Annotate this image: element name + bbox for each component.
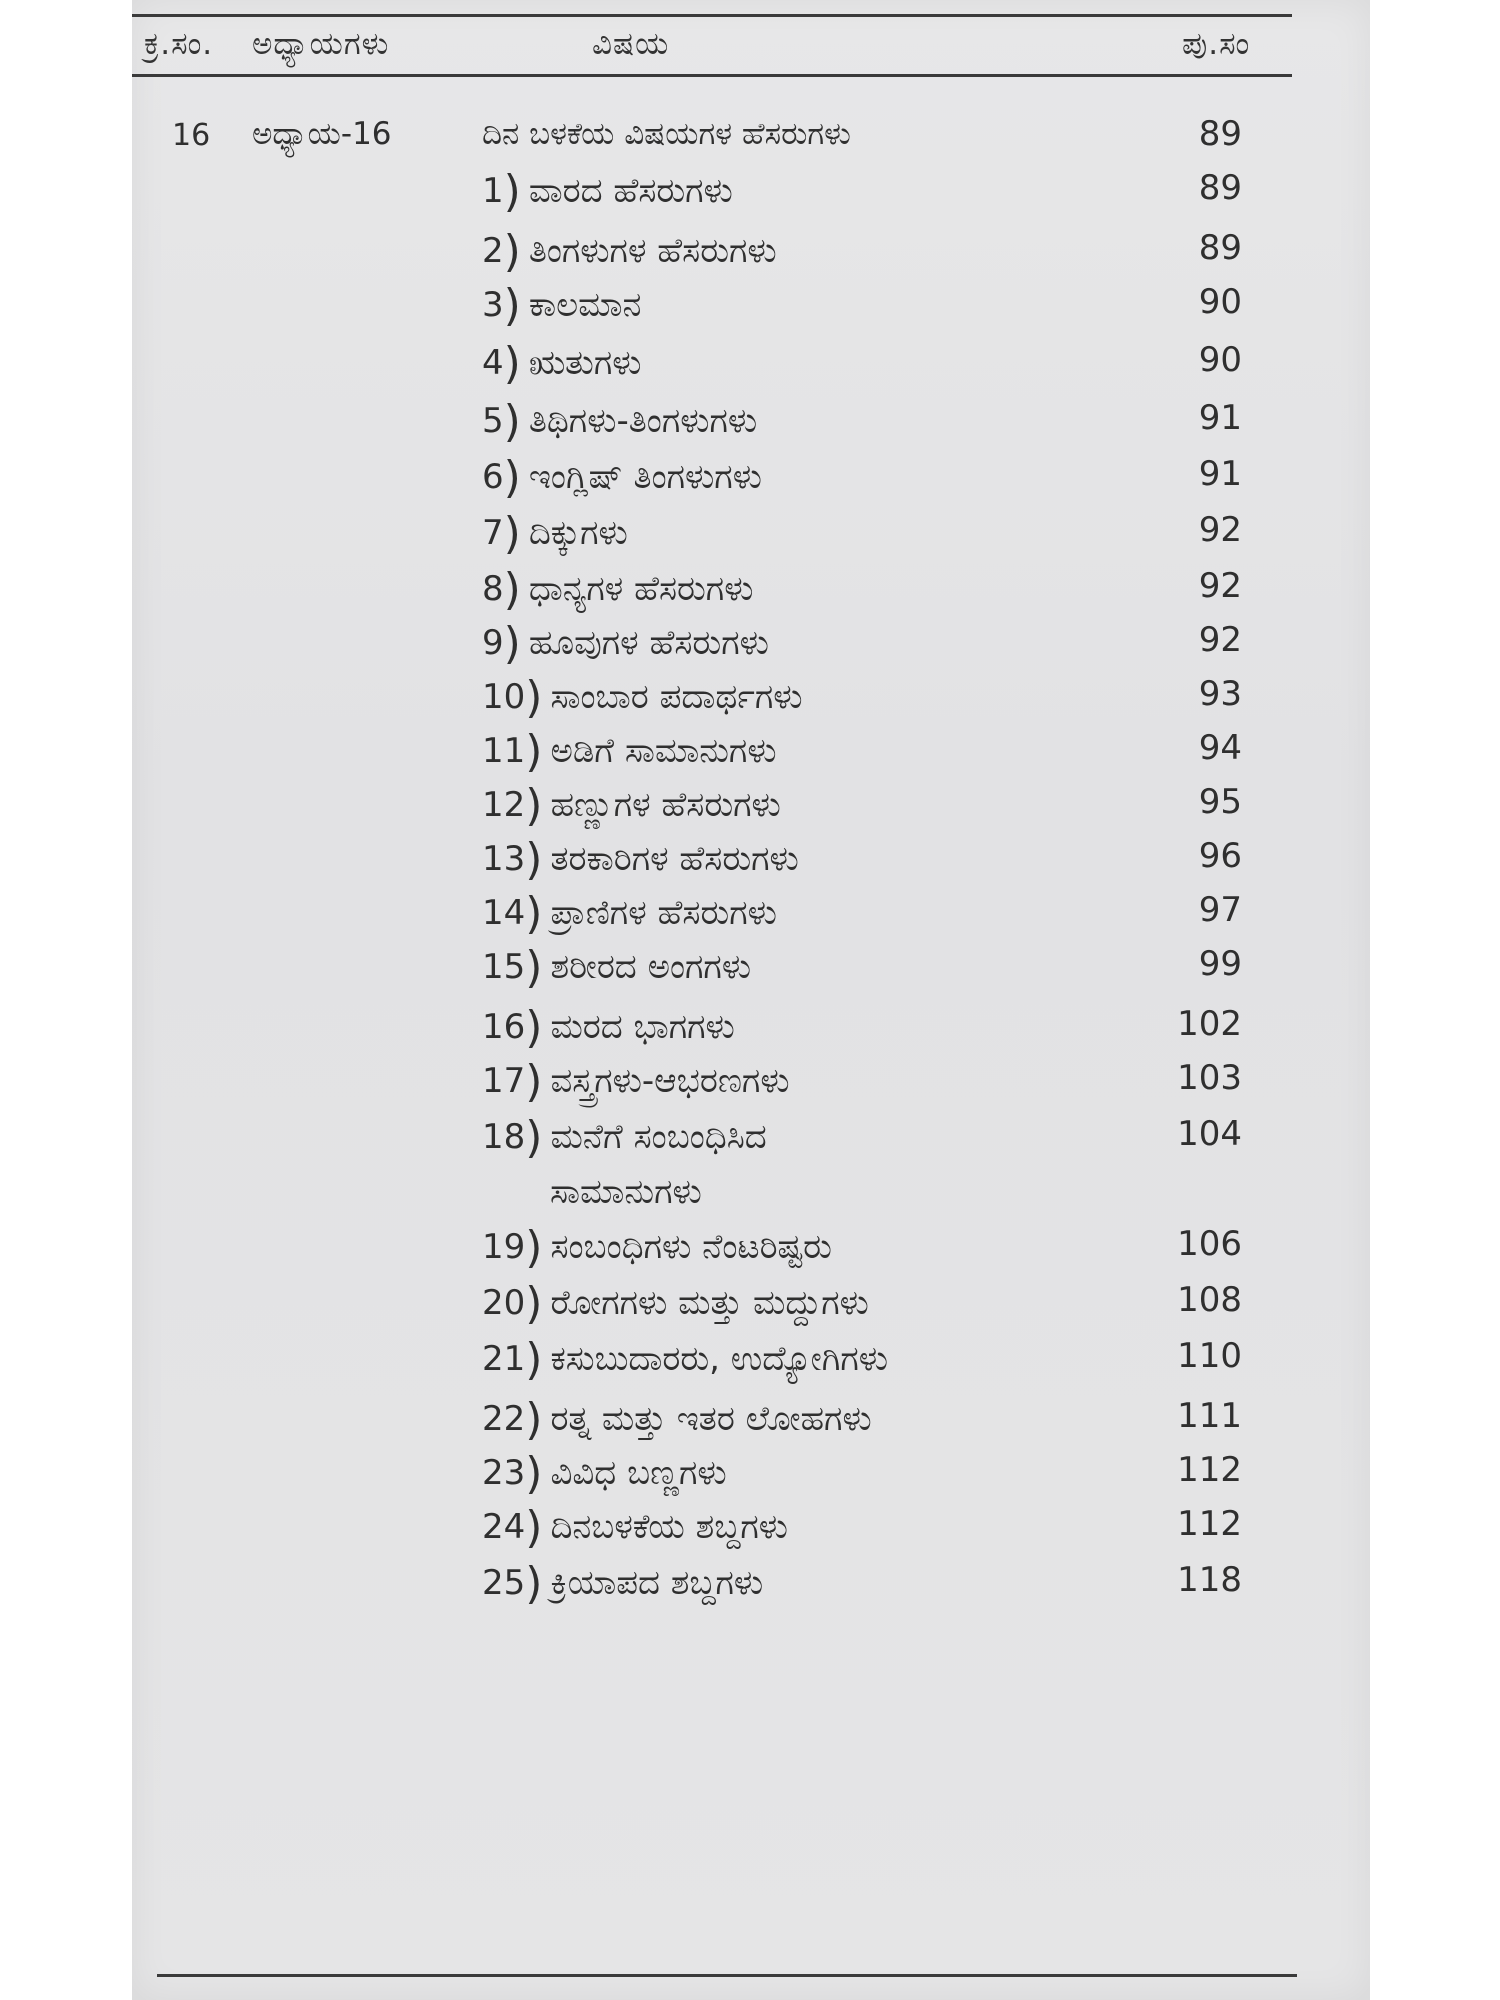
footer-rule [157,1974,1297,1977]
toc-item [482,834,799,885]
toc-item-page: 91 [1198,398,1242,438]
toc-item-number: 14 [482,893,526,933]
close-paren-glyph: ) [525,1278,543,1329]
close-paren-glyph: ) [525,1222,543,1273]
close-paren-glyph: ) [525,1448,543,1499]
toc-item-page: 110 [1177,1336,1242,1376]
close-paren-glyph: ) [525,726,543,777]
toc-item [482,672,803,723]
toc-item-number: 1 [482,171,504,211]
header-chapters: ಅಧ್ಯಾಯಗಳು [252,26,390,62]
toc-item-number: 21 [482,1339,526,1379]
toc-item-number: 19 [482,1227,526,1267]
close-paren-glyph: ) [503,396,521,447]
toc-item-label: ಸಾಂಬಾರ ಪದಾರ್ಥಗಳು [550,677,803,717]
toc-item-page: 118 [1177,1560,1242,1600]
toc-item-label: ಹಣ್ಣುಗಳ ಹೆಸರುಗಳು [550,785,781,825]
header-serial: ಕ್ರ.ಸಂ. [144,26,214,62]
toc-item-number: 16 [482,1007,526,1047]
toc-item [482,1222,832,1273]
toc-item-number: 24 [482,1507,526,1547]
toc-item-page: 108 [1177,1280,1242,1320]
toc-item-page: 111 [1177,1396,1242,1436]
toc-item-number: 17 [482,1061,526,1101]
toc-item [482,726,777,777]
header-page: ಪು.ಸಂ [1182,26,1251,62]
toc-item [482,1334,889,1385]
toc-item-number: 6 [482,457,504,497]
toc-item-label: ದಿಕ್ಕುಗಳು [528,513,628,553]
toc-item-label: ಋತುಗಳು [528,343,642,383]
toc-item-page: 112 [1177,1504,1242,1544]
close-paren-glyph: ) [525,942,543,993]
close-paren-glyph: ) [525,1394,543,1445]
toc-item-label: ತಿಥಿಗಳು-ತಿಂಗಳುಗಳು [528,401,758,441]
toc-item-label: ಮರದ ಭಾಗಗಳು [550,1007,735,1047]
chapter-name: ಅಧ್ಯಾಯ-16 [252,116,392,152]
toc-item-label: ವಸ್ತ್ರಗಳು-ಆಭರಣಗಳು [550,1061,790,1101]
toc-item-page: 93 [1198,674,1242,714]
toc-item [482,1056,790,1107]
toc-item-page: 112 [1177,1450,1242,1490]
toc-item-label: ಕಸುಬುದಾರರು, ಉದ್ಯೋಗಿಗಳು [550,1339,889,1379]
toc-item-page: 94 [1198,728,1242,768]
toc-item [482,508,628,559]
toc-item-number: 18 [482,1117,526,1157]
book-page [132,0,1370,2000]
toc-item-number: 10 [482,677,526,717]
close-paren-glyph: ) [525,1002,543,1053]
toc-item-label: ಕಾಲಮಾನ [528,285,642,325]
close-paren-glyph: ) [525,672,543,723]
chapter-page: 89 [1198,114,1242,154]
toc-item-label: ಮನೆಗೆ ಸಂಬಂಧಿಸಿದ [550,1117,767,1157]
close-paren-glyph: ) [525,1334,543,1385]
toc-item-page: 99 [1198,944,1242,984]
toc-item-label: ಕ್ರಿಯಾಪದ ಶಬ್ದಗಳು [550,1563,764,1603]
toc-item [482,338,642,389]
toc-item [482,888,777,939]
toc-item-number: 12 [482,785,526,825]
toc-item-page: 96 [1198,836,1242,876]
toc-item-number: 4 [482,343,504,383]
toc-item [482,1394,872,1445]
toc-item-page: 90 [1198,282,1242,322]
toc-item [482,564,754,615]
close-paren-glyph: ) [525,834,543,885]
toc-item-number: 20 [482,1283,526,1323]
toc-item-label: ಶರೀರದ ಅಂಗಗಳು [550,947,752,987]
toc-item [482,226,777,277]
header-bottom-rule [132,74,1292,77]
toc-item-label: ಧಾನ್ಯಗಳ ಹೆಸರುಗಳು [528,569,754,609]
toc-item-number: 15 [482,947,526,987]
close-paren-glyph: ) [525,1558,543,1609]
toc-item [482,618,769,669]
toc-item [482,780,781,831]
toc-item-number: 9 [482,623,504,663]
toc-item-page: 92 [1198,566,1242,606]
toc-item [482,396,758,447]
toc-item-label: ವಾರದ ಹೆಸರುಗಳು [528,171,733,211]
toc-item-page: 92 [1198,510,1242,550]
toc-item-label-continued: ಸಾಮಾನುಗಳು [550,1172,702,1212]
toc-item [482,1558,764,1609]
toc-item-label: ವಿವಿಧ ಬಣ್ಣಗಳು [550,1453,727,1493]
toc-item [482,1002,735,1053]
toc-item-page: 95 [1198,782,1242,822]
toc-item [482,280,642,331]
close-paren-glyph: ) [525,1502,543,1553]
close-paren-glyph: ) [503,618,521,669]
chapter-title: ದಿನ ಬಳಕೆಯ ವಿಷಯಗಳ ಹೆಸರುಗಳು [482,116,851,152]
toc-item-number: 3 [482,285,504,325]
toc-item-label: ರೋಗಗಳು ಮತ್ತು ಮದ್ದುಗಳು [550,1283,869,1323]
toc-item [482,1112,767,1163]
header-subject: ವಿಷಯ [592,26,670,62]
toc-item-number: 23 [482,1453,526,1493]
toc-item-page: 103 [1177,1058,1242,1098]
close-paren-glyph: ) [525,1056,543,1107]
toc-item-label: ತಿಂಗಳುಗಳ ಹೆಸರುಗಳು [528,231,777,271]
close-paren-glyph: ) [503,226,521,277]
close-paren-glyph: ) [525,888,543,939]
toc-item-label: ಇಂಗ್ಲಿಷ್ ತಿಂಗಳುಗಳು [528,457,762,497]
close-paren-glyph: ) [503,338,521,389]
toc-item-label: ತರಕಾರಿಗಳ ಹೆಸರುಗಳು [550,839,799,879]
toc-item-label: ಸಂಬಂಧಿಗಳು ನೆಂಟರಿಷ್ಟರು [550,1227,832,1267]
toc-item-number: 13 [482,839,526,879]
toc-item-page: 97 [1198,890,1242,930]
toc-item-label: ಅಡಿಗೆ ಸಾಮಾನುಗಳು [550,731,777,771]
header-top-rule [132,14,1292,17]
toc-item [482,942,752,993]
toc-item-page: 106 [1177,1224,1242,1264]
toc-item-number: 11 [482,731,526,771]
toc-item [482,1278,869,1329]
close-paren-glyph: ) [503,508,521,559]
close-paren-glyph: ) [525,1112,543,1163]
toc-item-label: ರತ್ನ ಮತ್ತು ಇತರ ಲೋಹಗಳು [550,1399,872,1439]
toc-item-page: 104 [1177,1114,1242,1154]
toc-item [482,1502,788,1553]
toc-item-number: 7 [482,513,504,553]
close-paren-glyph: ) [503,452,521,503]
toc-item-number: 5 [482,401,504,441]
chapter-number: 16 [172,118,211,153]
toc-item-page: 89 [1198,228,1242,268]
close-paren-glyph: ) [525,780,543,831]
close-paren-glyph: ) [503,166,521,217]
toc-item [482,1448,727,1499]
toc-item-label: ಪ್ರಾಣಿಗಳ ಹೆಸರುಗಳು [550,893,777,933]
toc-item-label: ದಿನಬಳಕೆಯ ಶಬ್ದಗಳು [550,1507,788,1547]
toc-item-number: 2 [482,231,504,271]
toc-item-page: 102 [1177,1004,1242,1044]
toc-item [482,166,733,217]
toc-item-page: 89 [1198,168,1242,208]
toc-item-number: 8 [482,569,504,609]
toc-item-number: 25 [482,1563,526,1603]
toc-item [482,452,762,503]
toc-item-label: ಹೂವುಗಳ ಹೆಸರುಗಳು [528,623,769,663]
close-paren-glyph: ) [503,280,521,331]
toc-item-page: 91 [1198,454,1242,494]
toc-item-page: 92 [1198,620,1242,660]
toc-item-number: 22 [482,1399,526,1439]
toc-item-page: 90 [1198,340,1242,380]
close-paren-glyph: ) [503,564,521,615]
